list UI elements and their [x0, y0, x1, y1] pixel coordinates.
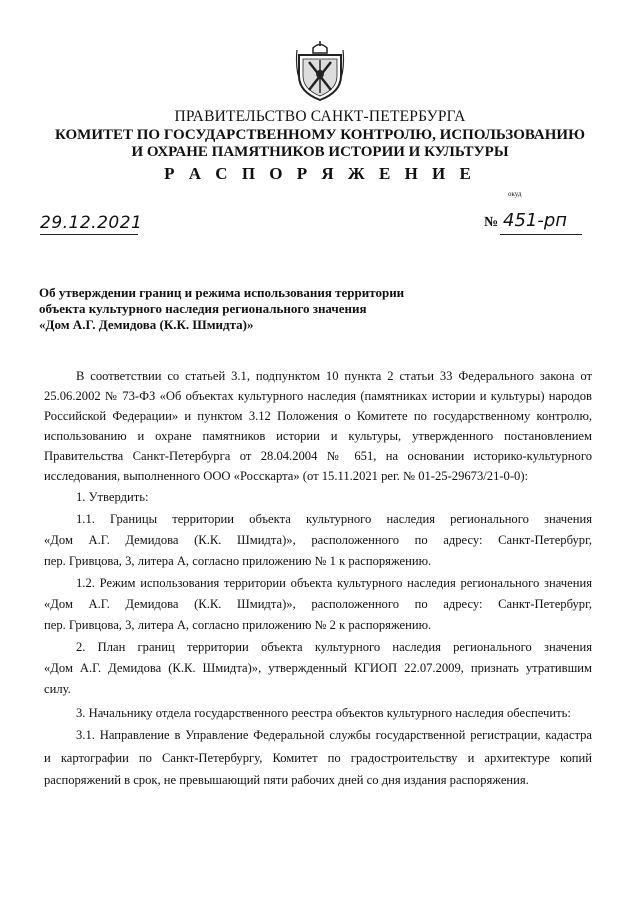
body-line: распоряжений в срок, не превышающий пяти рабочих дней со дня издания распоряжения.	[44, 773, 529, 787]
subject-line: «Дом А.Г. Демидова (К.К. Шмидта)»	[39, 317, 254, 332]
body-line: 2. План границ территории объекта культурного наследия регионального значения	[76, 640, 592, 654]
body-line: 1.1. Границы территории объекта культурного наследия регионального значения	[76, 512, 592, 526]
body-line: пер. Гривцова, 3, литера А, согласно приложению № 1 к распоряжению.	[44, 554, 432, 568]
coat-of-arms-icon	[295, 40, 345, 102]
document-subject	[39, 285, 404, 333]
body-line: «Дом А.Г. Демидова (К.К. Шмидта)», расположенного по адресу: Санкт-Петербург,	[44, 533, 592, 547]
document-number: 451-рп	[503, 210, 568, 231]
document-type: Р А С П О Р Я Ж Е Н И Е	[164, 164, 476, 183]
committee-name-line-2: И ОХРАНЕ ПАМЯТНИКОВ ИСТОРИИ И КУЛЬТУРЫ	[131, 144, 509, 160]
body-line: использованию и охране памятников истории и культуры, утвержденного постановлением	[44, 429, 592, 443]
body-line: 1. Утвердить:	[76, 490, 149, 504]
committee-name-line-1: КОМИТЕТ ПО ГОСУДАРСТВЕННОМУ КОНТРОЛЮ, ИСПОЛЬЗОВАНИЮ	[55, 127, 585, 143]
number-label: №	[484, 215, 499, 230]
body-line: Российской Федерации» и пунктом 3.12 Положения о Комитете по государственному контролю,	[44, 409, 592, 423]
date-underline	[40, 234, 138, 235]
body-line: 3. Начальнику отдела государственного реестра объектов культурного наследия обеспечить:	[76, 706, 571, 720]
number-underline	[500, 234, 582, 235]
document-date: 29.12.2021	[40, 213, 143, 233]
body-line: 3.1. Направление в Управление Федеральной службы государственной регистрации, кадастра	[76, 728, 592, 742]
body-line: исследования, выполненного ООО «Росскарта» (от 15.11.2021 рег. № 01-25-29673/21-0-0):	[44, 469, 529, 483]
body-line: «Дом А.Г. Демидова (К.К. Шмидта)», расположенного по адресу: Санкт-Петербург,	[44, 597, 592, 611]
body-line: 25.06.2002 № 73-ФЗ «Об объектах культурного наследия (памятниках истории и культуры) народов	[44, 389, 592, 403]
body-line: «Дом А.Г. Демидова (К.К. Шмидта)», утвержденный КГИОП 22.07.2009, признать утратившим	[44, 661, 592, 675]
okud-label: окуд	[508, 190, 522, 198]
body-line: В соответствии со статьей 3.1, подпунктом 10 пункта 2 статьи 33 Федерального закона от	[76, 369, 592, 383]
government-name: ПРАВИТЕЛЬСТВО САНКТ-ПЕТЕРБУРГА	[174, 108, 466, 125]
body-line: 1.2. Режим использования территории объекта культурного наследия регионального значения	[76, 576, 592, 590]
body-line: Правительства Санкт-Петербурга от 28.04.2004 № 651, на основании историко-культурного	[44, 449, 592, 463]
body-line: пер. Гривцова, 3, литера А, согласно приложению № 2 к распоряжению.	[44, 618, 432, 632]
body-line: силу.	[44, 682, 71, 696]
body-line: и картографии по Санкт-Петербургу, Комитет по градостроительству и архитектуре копий	[44, 751, 592, 765]
subject-line: Об утверждении границ и режима использования территории	[39, 285, 405, 300]
subject-line: объекта культурного наследия регионального значения	[39, 301, 367, 316]
